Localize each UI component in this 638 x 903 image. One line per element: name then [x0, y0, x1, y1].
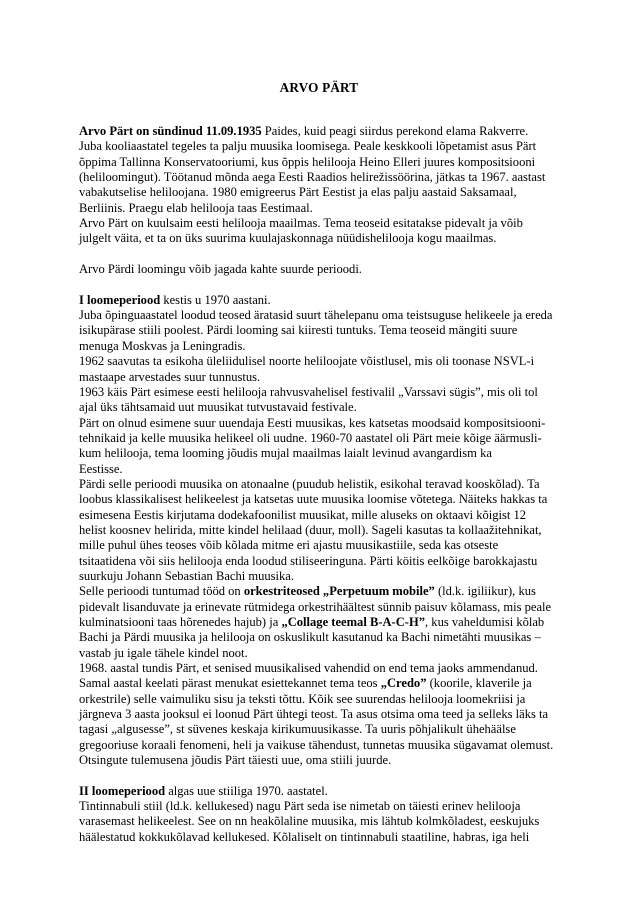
period1-heading [79, 293, 567, 308]
text-line: tagasi „algusesse”, st süvenes keskaja kirikumuusikasse. Ta uuris põhjalikult ühehäälse [79, 722, 516, 737]
text-line: Tintinnabuli stiil (ld.k. kellukesed) nagu Pärt seda ise nimetab on täiesti erinev helilooja [79, 799, 521, 814]
text-line: 1962 saavutas ta esikoha üleliidulisel noorte heliloojate võistlusel, mis oli toonase NSVL-i [79, 354, 535, 369]
text-line: 1968. aastal tundis Pärt, et senised muusikalised vahendid on end tema jaoks ammendanud. [79, 661, 538, 676]
intro-bold-lead: Arvo Pärt on sündinud 11.09.1935 [79, 124, 262, 138]
work-title-perpetuum: orkestriteosed „Perpetuum mobile” [243, 584, 435, 599]
text-line: suurkuju Johann Sebastian Bachi muusika. [79, 568, 295, 583]
text-line: tsitaatidena või siis helilooja enda loodud stiliseeringuna. Pärti köitis eelkõige barokkajastu [79, 553, 538, 568]
document-title: ARVO PÄRT [279, 80, 359, 95]
text-line: Juba õpinguaastatel loodud teosed äratasid suurt tähelepanu oma teistsuguse helikeele ja ereda [79, 308, 553, 323]
text-span: , kus vaheldumisi kõlab [425, 615, 545, 629]
text-line: menuga Moskvas ja Leningradis. [79, 338, 246, 353]
text-line: järgneva 3 aasta jooksul ei loonud Pärt ühtegi teost. Ta asus otsima oma teed ja selleks läks ta [79, 707, 549, 722]
text-line: varasemast helikeelest. See on nn heakõlaline muusika, mis lähtub kolmkõladest, eeskujuks [79, 814, 540, 829]
text-span: kestis u 1970 aastani. [160, 292, 271, 307]
paragraph-gap [79, 768, 567, 783]
text-line: Eestisse. [79, 461, 123, 476]
text-line: Otsingute tulemusena jõudis Pärt täiesti uue, oma stiili juurde. [79, 753, 392, 768]
text-line: orkestrile) selle vaimuliku sisu ja teksti tõttu. Kõik see suurendas helilooja loomekriisi ja [79, 691, 526, 706]
text-line: Berliinis. Praegu elab helilooja taas Eestimaal. [79, 200, 313, 215]
period2-heading-bold: II loomeperiood [79, 783, 166, 798]
text-line: mastaape arvestades suur tunnustus. [79, 369, 261, 384]
text-line [79, 676, 567, 691]
text-line [79, 124, 567, 139]
text-line: (heliloomingut). Töötanud mõnda aega Eesti Raadios helirežissöörina, jätkas ta 1967. aastast [79, 170, 546, 185]
text-line: isikupärase stiili poolest. Pärdi looming sai kiiresti tuntuks. Tema teoseid mängiti suure [79, 323, 518, 338]
paragraph-gap [79, 277, 567, 292]
work-title-credo: „Credo” [380, 676, 427, 691]
text-line: õppima Tallinna Konservatooriumi, kus õppis helilooja Heino Elleri juures kompositsiooni [79, 154, 536, 169]
text-line: gregooriuse koraali fenomeni, heli ja vaikuse tähendust, tunnetas muusika sügavamat olemust. [79, 737, 554, 752]
text-line: Pärt on olnud esimene suur uuendaja Eesti muusikas, kes katsetas moodsaid kompositsiooni- [79, 415, 546, 430]
text-line: ajal üks tähtsamaid uut muusikat tutvustavaid festivale. [79, 400, 357, 415]
period2-heading [79, 784, 567, 799]
text-line: 1963 käis Pärt esimese eesti helilooja rahvusvahelisel festivalil „Varssavi sügis”, mis oli tol [79, 384, 538, 399]
text-line: häälestatud kokkukõlavad kellukesed. Kõlaliselt on tintinnabuli staatiline, habras, iga heli [79, 829, 530, 844]
text-line [79, 584, 567, 599]
period1-heading-bold: I loomeperiood [79, 292, 161, 307]
text-line: julgelt väita, et ta on üks suurima kuulajaskonnaga nüüdisheliloojа kogu maailmas. [79, 231, 497, 246]
text-line: Pärdi selle perioodi muusika on atonaalne (puudub helistik, esikohal teravad kooskõlad). Ta [79, 476, 540, 491]
text-line [79, 615, 567, 630]
document-body [79, 124, 567, 845]
text-line: loobus klassikalisest helikeelest ja katsetas uute muusika loomise võtetega. Näiteks hakkas ta [79, 492, 548, 507]
intro-paragraph [79, 124, 567, 247]
text-span: (ld.k. igiliikur), kus [434, 584, 536, 599]
text-span: Paides, kuid peagi siirdus perekond elama Rakverre. [261, 124, 529, 138]
text-line: Bachi ja Pärdi muusika ja helilooja on oskuslikult kasutanud ka Bachi nimetähti muusikas – [79, 630, 541, 645]
text-span: (koorile, klaverile ja [426, 676, 532, 691]
text-line: pidevalt lisanduvate ja erinevate rütmidega orkestrihäältest sünnib paisuv kõlamass, mis peale [79, 599, 552, 614]
period2-section [79, 784, 567, 845]
text-line: kum helilooja, tema looming jõudis mujal maailmas laialt levinud avangardism ka [79, 446, 492, 461]
text-line: Arvo Pärt on kuulsaim eesti helilooja maailmas. Tema teoseid esitatakse pidevalt ja võib [79, 216, 523, 231]
text-line: Juba kooliaastatel tegeles ta palju muusika loomisega. Peale keskkooli lõpetamist asus Pärt [79, 139, 537, 154]
text-line: vabakutselise heliloojana. 1980 emigreerus Pärt Eestist ja elas palju aastaid Saksamaal, [79, 185, 517, 200]
text-line: vastab ju igale tähele kindel noot. [79, 645, 248, 660]
text-line: helist koosnev helirida, mitte kindel helilaad (duur, moll). Sageli kasutas ta kollaažitehnikat, [79, 522, 542, 537]
text-line: tehnikaid ja kelle muusika helikeel oli uudne. 1960-70 aastatel oli Pärt meie kõige äärmusli- [79, 430, 542, 445]
text-span: Samal aastal keelati pärast menukat esiettekannet tema teos [79, 676, 381, 691]
paragraph-gap [79, 247, 567, 262]
period1-section [79, 293, 567, 769]
work-title-collage: „Collage teemal B-A-C-H” [281, 615, 426, 629]
text-span: algas uue stiiliga 1970. aastatel. [165, 783, 328, 798]
text-line: esimesena Eestis kirjutama dodekafoonilist muusikat, mille aluseks on oktaavi kõigist 12 [79, 507, 527, 522]
text-span: kulminatsiooni taas hõrenedes hajub) ja [79, 615, 282, 629]
text-line: mille puhul ühes teoses võib kõlada mitme eri ajastu muusikastiile, seda kas otseste [79, 538, 499, 553]
text-span: Selle perioodi tuntumad tööd on [79, 584, 244, 599]
periods-intro: Arvo Pärdi loomingu võib jagada kahte suurde perioodi. [79, 262, 362, 277]
